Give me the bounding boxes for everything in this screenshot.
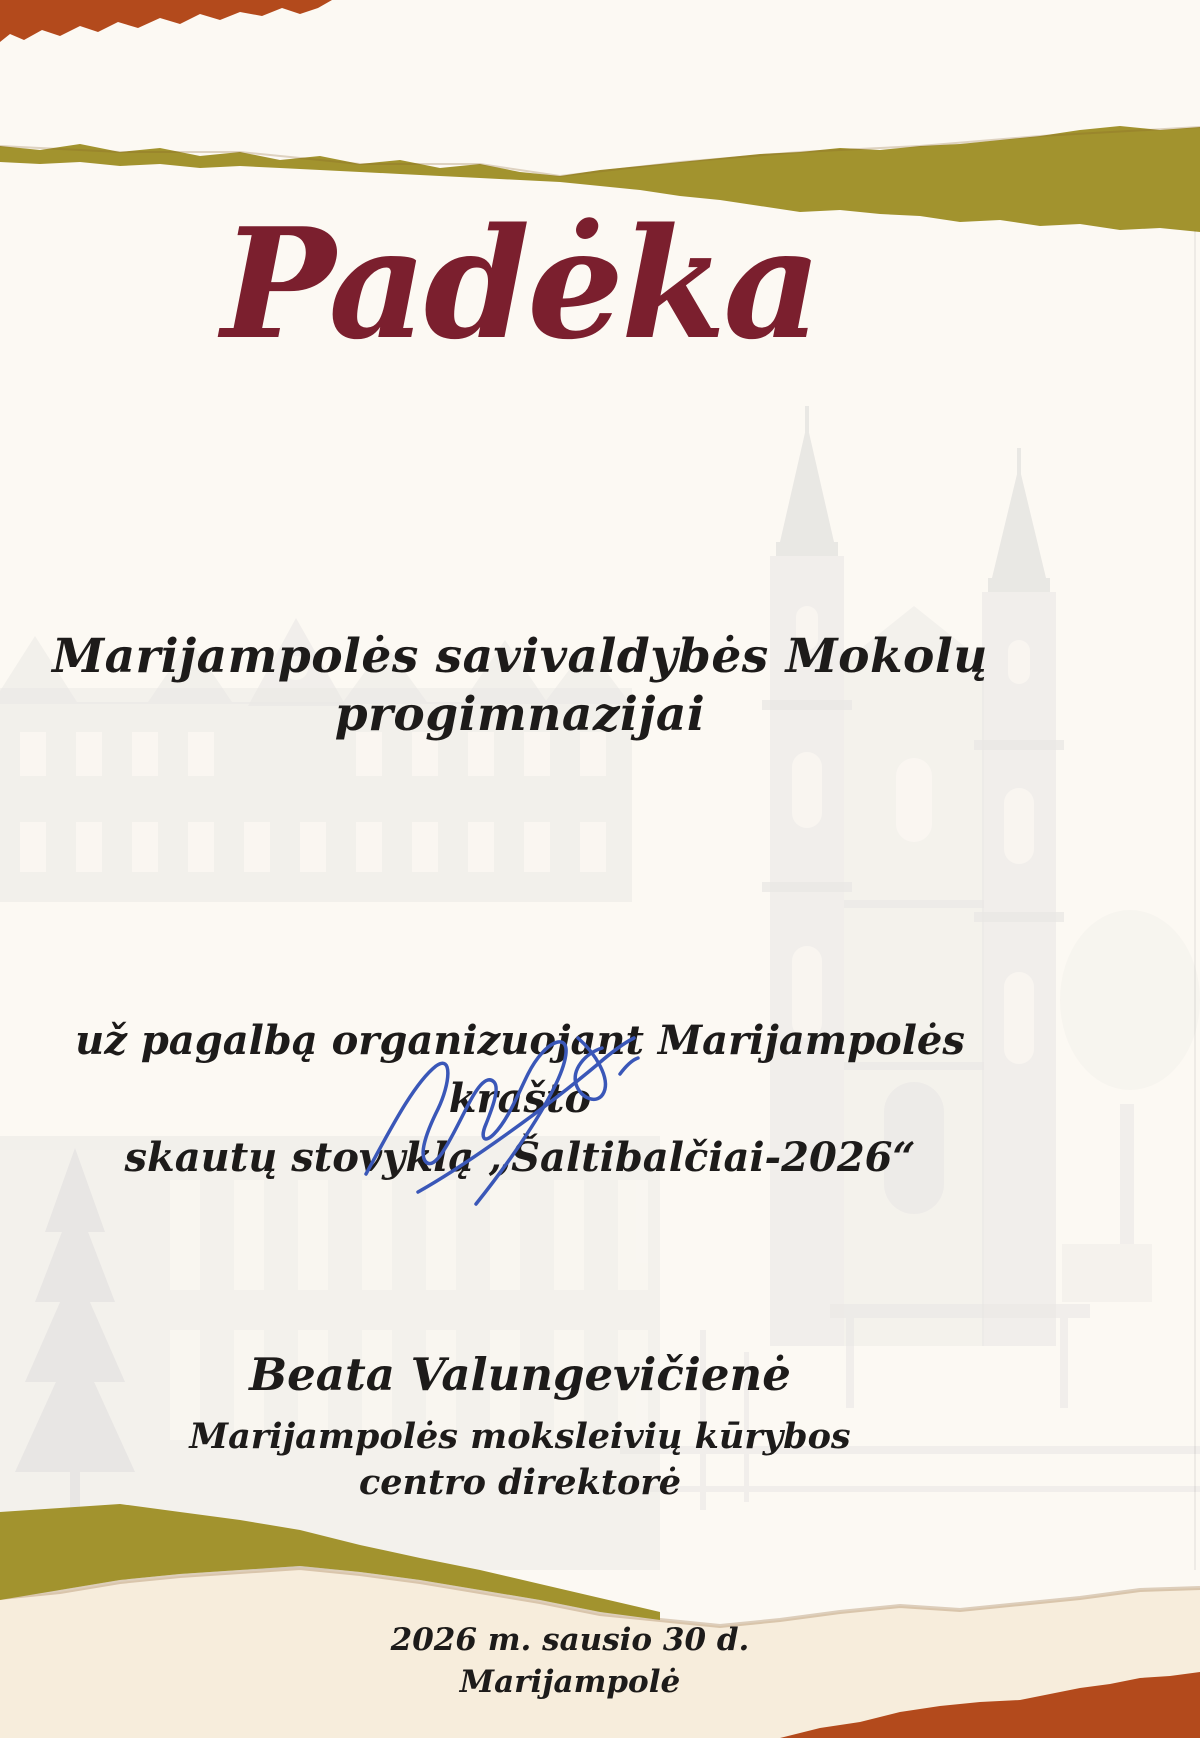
reason-line2: skautų stovyklą „Šaltibalčiai-2026“ [124, 1133, 916, 1181]
signer-title-line2: centro direktorė [358, 1461, 682, 1503]
recipient-line2: progimnazijai [334, 687, 706, 743]
certificate-title: Padėka [221, 194, 819, 373]
footer-date: 2026 m. sausio 30 d. [390, 1622, 750, 1658]
torn-right-edge [1194, 230, 1196, 1570]
signer-name: Beata Valungevičienė [249, 1348, 791, 1401]
recipient-line1: Marijampolės savivaldybės Mokolų [52, 629, 988, 684]
footer-block [50, 1620, 1090, 1703]
signature [358, 1014, 658, 1214]
recipient-block [0, 628, 1040, 745]
signer-title-line1: Marijampolės moksleivių kūrybos [189, 1416, 851, 1457]
torn-band-top-rust [0, 0, 332, 42]
signer-title-block [0, 1414, 1040, 1505]
reason-line1: už pagalbą organizuojant Marijampolės krašto [75, 1017, 965, 1123]
footer-place: Marijampolė [459, 1663, 681, 1700]
